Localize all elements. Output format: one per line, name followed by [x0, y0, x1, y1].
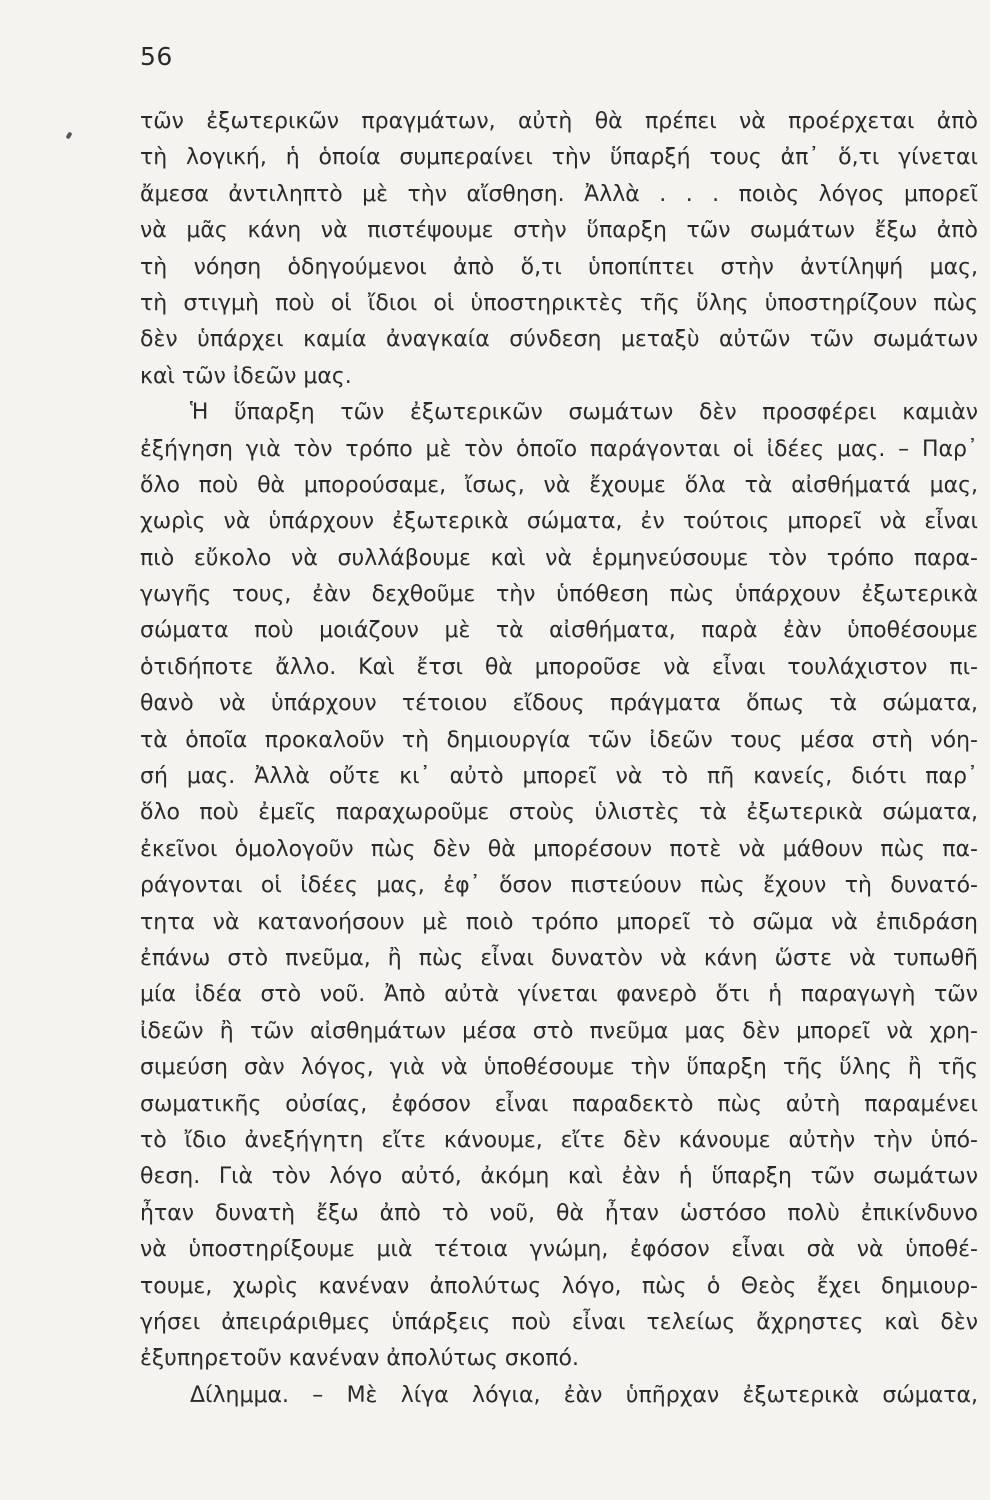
text-line: ὅλο ποὺ θὰ μπορούσαμε, ἴσως, νὰ ἔχουμε ὅλα τὰ αἰσθήματά μας, [140, 472, 978, 498]
text-line: τητα νὰ κατανοήσουν μὲ ποιὸ τρόπο μπορεῖ τὸ σῶμα νὰ ἐπιδράση [140, 909, 978, 935]
text-line: τουμε, χωρὶς κανέναν ἀπολύτως λόγο, πὼς ὁ Θεὸς ἔχει δημιουρ- [140, 1273, 978, 1299]
text-line: σή μας. Ἀλλὰ οὔτε κι᾿ αὐτὸ μπορεῖ νὰ τὸ πῆ κανείς, διότι παρ᾿ [140, 764, 978, 790]
text-line: γωγῆς τους, ἐὰν δεχθοῦμε τὴν ὑπόθεση πὼς ὑπάρχουν ἐξωτερικὰ [140, 582, 978, 608]
page-number: 56 [140, 42, 173, 71]
text-line: ἐξυπηρετοῦν κανέναν ἀπολύτως σκοπό. [140, 1346, 579, 1372]
text-line: τὴ νόηση ὁδηγούμενοι ἀπὸ ὅ,τι ὑποπίπτει στὴν ἀντίληψή μας, [140, 254, 978, 280]
paragraph-start-line: Δίλημμα. – Μὲ λίγα λόγια, ἐὰν ὑπῆρχαν ἐξωτερικὰ σώματα, [190, 1382, 978, 1408]
body-text [140, 104, 978, 1414]
text-line: ὁτιδήποτε ἄλλο. Καὶ ἔτσι θὰ μποροῦσε νὰ εἶναι τουλάχιστον πι- [140, 654, 978, 680]
text-line: τῶν ἐξωτερικῶν πραγμάτων, αὐτὴ θὰ πρέπει νὰ προέρχεται ἀπὸ [140, 109, 978, 134]
text-line: νὰ μᾶς κάνη νὰ πιστέψουμε στὴν ὕπαρξη τῶν σωμάτων ἔξω ἀπὸ [140, 218, 978, 244]
text-line: τὸ ἴδιο ἀνεξήγητη εἴτε κάνουμε, εἴτε δὲν κάνουμε αὐτὴν τὴν ὑπό- [140, 1127, 978, 1153]
text-line: πιὸ εὔκολο νὰ συλλάβουμε καὶ νὰ ἑρμηνεύσουμε τὸν τρόπο παρα- [140, 545, 978, 571]
text-line: τὴ λογική, ἡ ὁποία συμπεραίνει τὴν ὕπαρξή τους ἀπ᾿ ὅ,τι γίνεται [140, 145, 978, 171]
text-line: γήσει ἀπειράριθμες ὑπάρξεις ποὺ εἶναι τελείως ἄχρηστες καὶ δὲν [140, 1309, 978, 1335]
text-line: ἰδεῶν ἢ τῶν αἰσθημάτων μέσα στὸ πνεῦμα μας δὲν μπορεῖ νὰ χρη- [140, 1018, 978, 1044]
text-line: τὰ ὁποῖα προκαλοῦν τὴ δημιουργία τῶν ἰδεῶν τους μέσα στὴ νόη- [140, 727, 978, 753]
text-line: σιμεύση σὰν λόγος, γιὰ νὰ ὑποθέσουμε τὴν ὕπαρξη τῆς ὕλης ἢ τῆς [140, 1055, 978, 1081]
text-line: ἄμεσα ἀντιληπτὸ μὲ τὴν αἴσθηση. Ἀλλὰ . . . ποιὸς λόγος μπορεῖ [140, 181, 978, 207]
text-line: νὰ ὑποστηρίξουμε μιὰ τέτοια γνώμη, ἐφόσον εἶναι σὰ νὰ ὑποθέ- [140, 1237, 978, 1263]
text-line: θανὸ νὰ ὑπάρχουν τέτοιου εἴδους πράγματα ὅπως τὰ σώματα, [140, 691, 978, 717]
text-line: μία ἰδέα στὸ νοῦ. Ἀπὸ αὐτὰ γίνεται φανερὸ ὅτι ἡ παραγωγὴ τῶν [140, 982, 978, 1008]
text-line: σωματικῆς οὐσίας, ἐφόσον εἶναι παραδεκτὸ πὼς αὐτὴ παραμένει [140, 1091, 978, 1117]
text-line: ἦταν δυνατὴ ἔξω ἀπὸ τὸ νοῦ, θὰ ἦταν ὡστόσο πολὺ ἐπικίνδυνο [140, 1200, 978, 1226]
text-line: θεση. Γιὰ τὸν λόγο αὐτό, ἀκόμη καὶ ἐὰν ἡ ὕπαρξη τῶν σωμάτων [140, 1164, 978, 1190]
text-line: δὲν ὑπάρχει καμία ἀναγκαία σύνδεση μεταξὺ αὐτῶν τῶν σωμάτων [140, 327, 978, 353]
paragraph-start-line: Ἡ ὕπαρξη τῶν ἐξωτερικῶν σωμάτων δὲν προσφέρει καμιὰν [190, 400, 978, 426]
text-line: ὅλο ποὺ ἐμεῖς παραχωροῦμε στοὺς ὑλιστὲς τὰ ἐξωτερικὰ σώματα, [140, 800, 978, 826]
text-line: καὶ τῶν ἰδεῶν μας. [140, 363, 352, 389]
text-line: σώματα ποὺ μοιάζουν μὲ τὰ αἰσθήματα, παρὰ ἐὰν ὑποθέσουμε [140, 618, 978, 644]
text-line: ἐκεῖνοι ὁμολογοῦν πὼς δὲν θὰ μπορέσουν ποτὲ νὰ μάθουν πὼς πα- [140, 836, 978, 862]
text-line: ἐπάνω στὸ πνεῦμα, ἢ πὼς εἶναι δυνατὸν νὰ κάνη ὥστε νὰ τυπωθῆ [140, 945, 978, 971]
text-line: ράγονται οἱ ἰδέες μας, ἐφ᾿ ὅσον πιστεύουν πὼς ἔχουν τὴ δυνατό- [140, 873, 978, 899]
ink-speck [66, 131, 73, 139]
text-line: ἐξήγηση γιὰ τὸν τρόπο μὲ τὸν ὁποῖο παράγονται οἱ ἰδέες μας. – Παρ᾿ [140, 436, 978, 462]
text-line: χωρὶς νὰ ὑπάρχουν ἐξωτερικὰ σώματα, ἐν τούτοις μπορεῖ νὰ εἶναι [140, 509, 978, 535]
text-line: τὴ στιγμὴ ποὺ οἱ ἴδιοι οἱ ὑποστηρικτὲς τῆς ὕλης ὑποστηρίζουν πὼς [140, 290, 978, 316]
